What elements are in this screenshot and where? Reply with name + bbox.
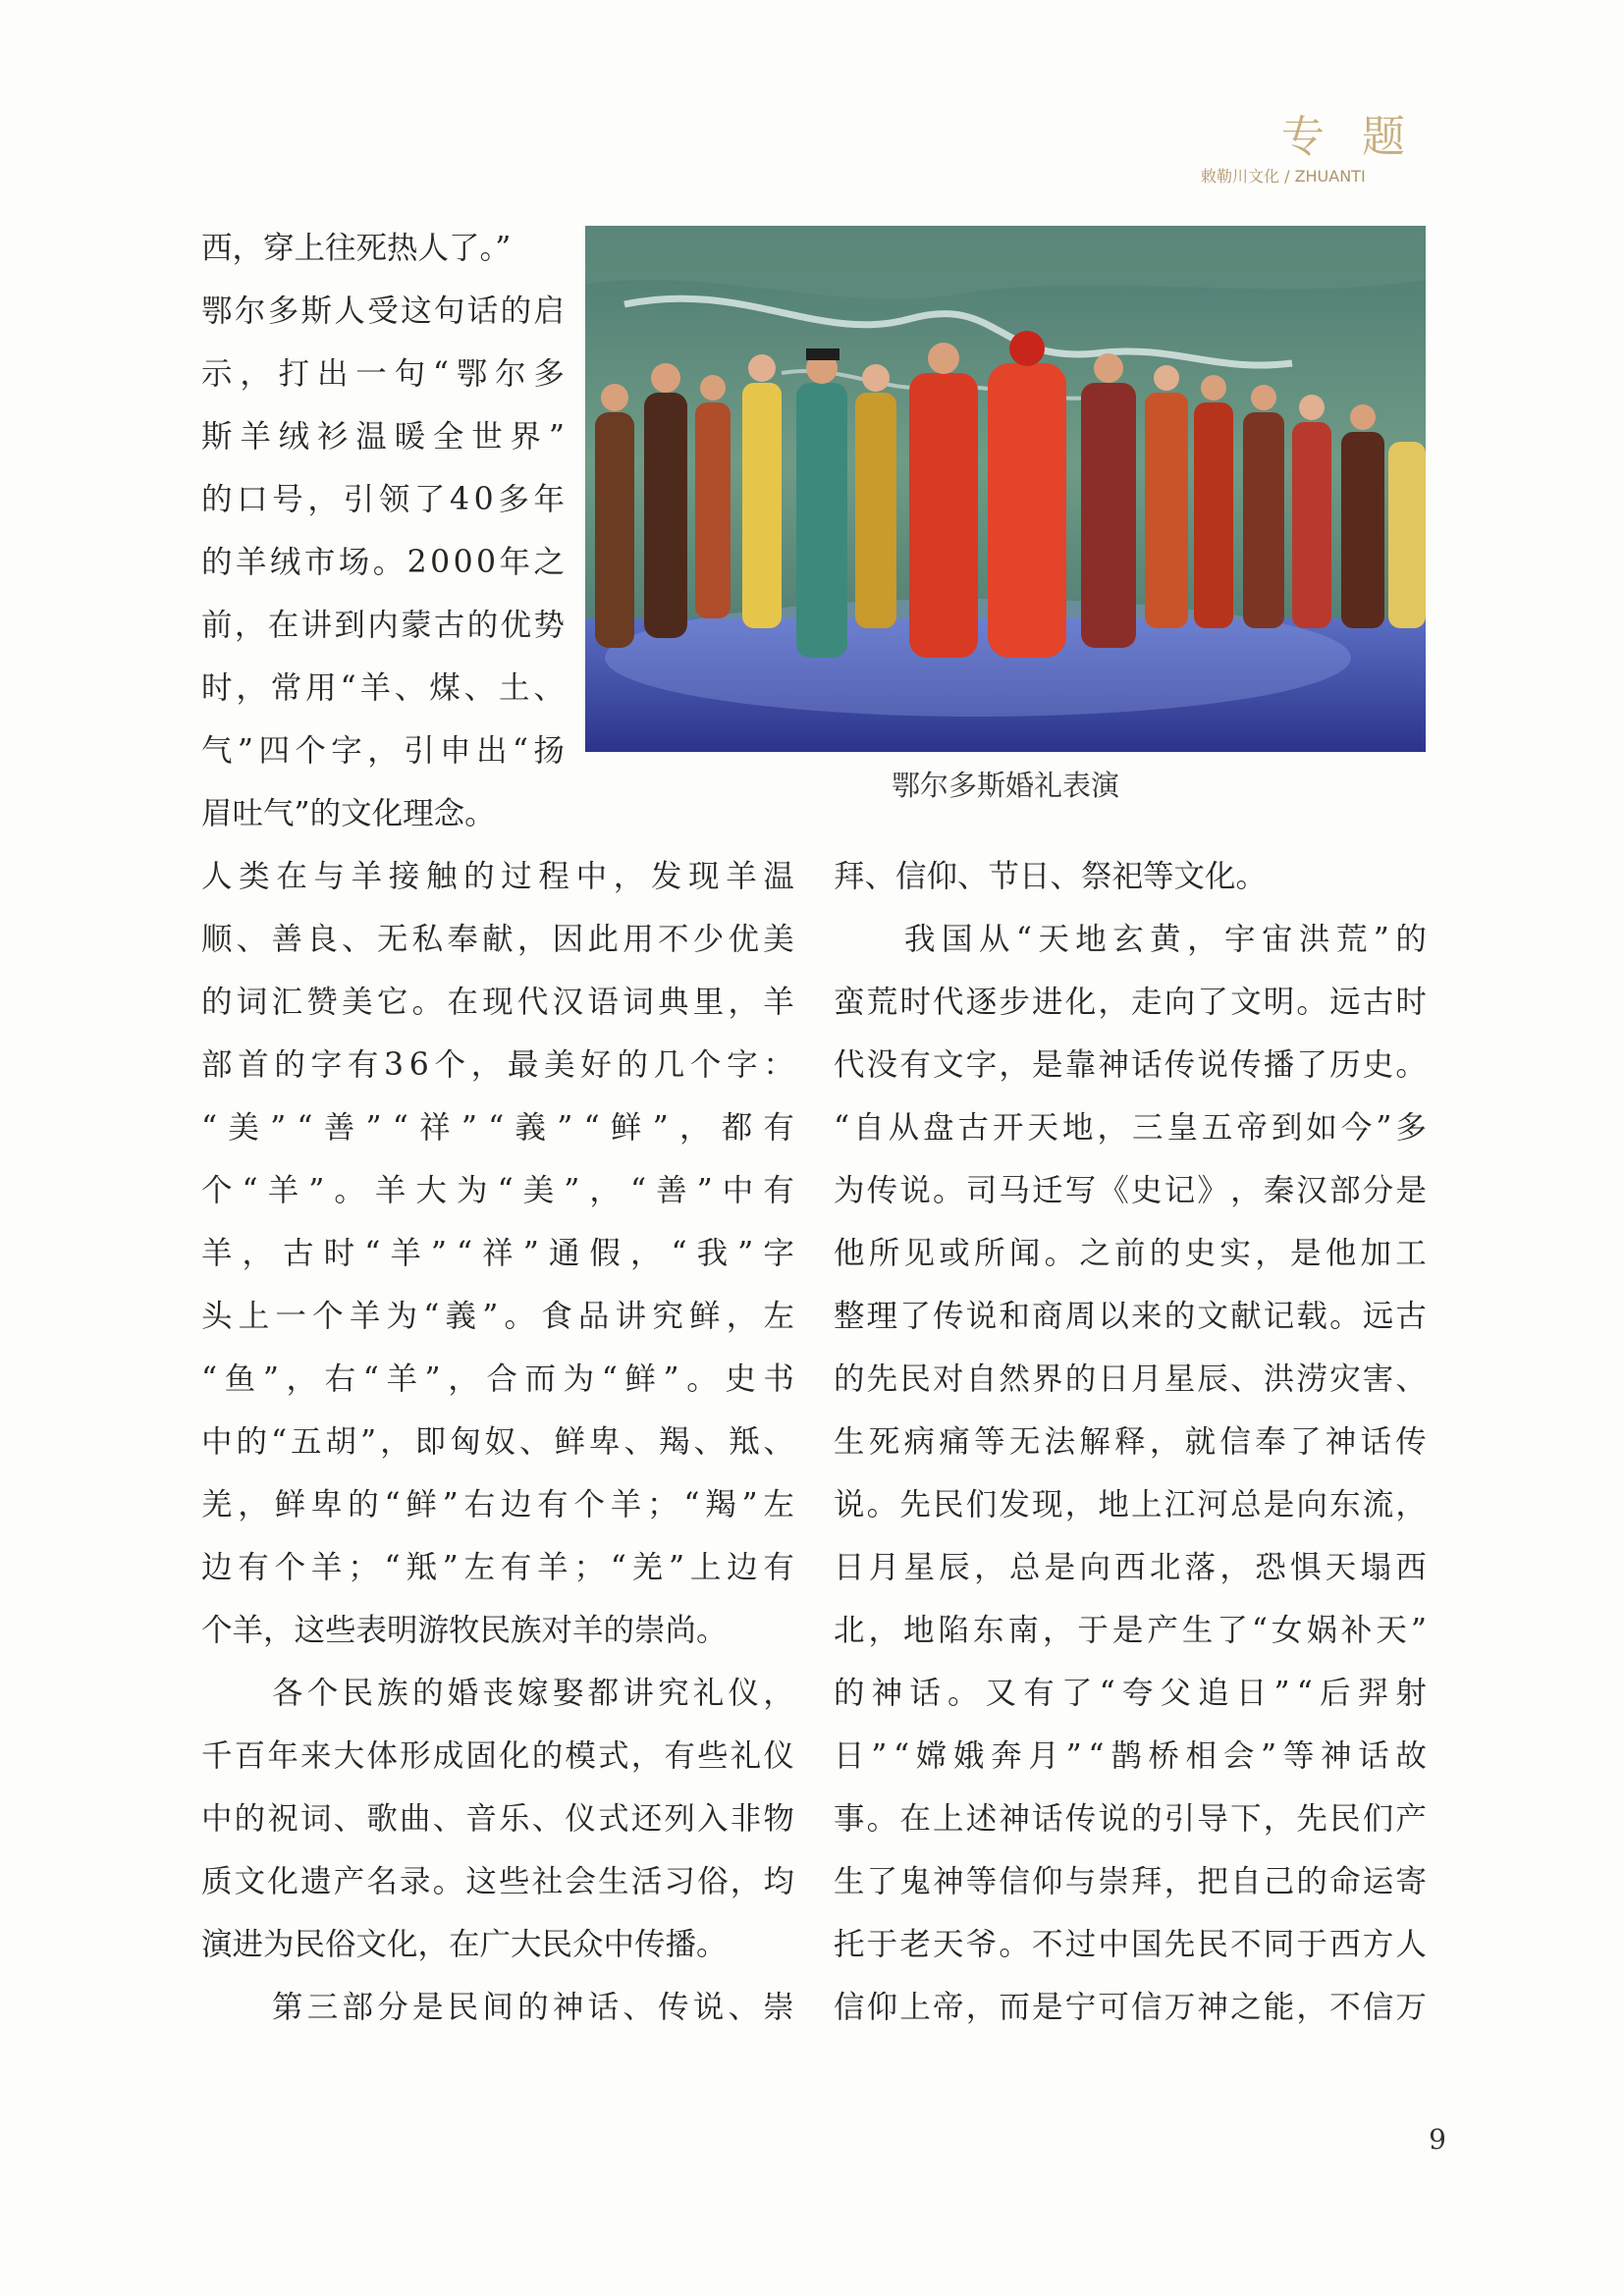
text-line: 的 羊 绒 市 场 。 2 0 0 0 年 之 xyxy=(201,545,565,580)
paragraph-start-line: 第 三 部 分 是 民 间 的 神 话 、 传 说 、 崇 xyxy=(272,1990,794,2025)
text-line: 的 先 民 对 自 然 界 的 日 月 星 辰 、 洪 涝 灾 害 、 xyxy=(834,1362,1427,1397)
text-line: “ 鱼 ” ， 右 “ 羊 ” ， 合 而 为 “ 鲜 ” 。 史 书 xyxy=(201,1362,794,1397)
text-line: “ 自 从 盘 古 开 天 地 ， 三 皇 五 帝 到 如 今 ” 多 xyxy=(834,1110,1427,1146)
text-line: 蛮 荒 时 代 逐 步 进 化 ， 走 向 了 文 明 。 远 古 时 xyxy=(834,985,1427,1020)
text-line: 说 。 先 民 们 发 现 ， 地 上 江 河 总 是 向 东 流 ， xyxy=(834,1487,1427,1522)
text-line: 人 类 在 与 羊 接 触 的 过 程 中 ， 发 现 羊 温 xyxy=(201,859,794,894)
text-line: 信 仰 上 帝 ， 而 是 宁 可 信 万 神 之 能 ， 不 信 万 xyxy=(834,1990,1427,2025)
text-line: 个羊，这些表明游牧民族对羊的崇尚。 xyxy=(201,1613,728,1648)
text-line: 的 词 汇 赞 美 它 。 在 现 代 汉 语 词 典 里 ， 羊 xyxy=(201,985,794,1020)
text-line: 拜、信仰、节日、祭祀等文化。 xyxy=(834,859,1268,894)
text-line: 生 死 病 痛 等 无 法 解 释 ， 就 信 奉 了 神 话 传 xyxy=(834,1424,1427,1460)
text-line: 边 有 个 羊 ； “ 羝 ” 左 有 羊 ； “ 羌 ” 上 边 有 xyxy=(201,1550,794,1585)
text-line: 的 神 话 。 又 有 了 “ 夸 父 追 日 ” “ 后 羿 射 xyxy=(834,1676,1427,1711)
section-title xyxy=(1281,110,1405,165)
section-title-char: 题 xyxy=(1362,112,1405,162)
text-line: 示 ， 打 出 一 句 “ 鄂 尔 多 xyxy=(201,356,565,392)
text-line: 羊 ， 古 时 “ 羊 ” “ 祥 ” 通 假 ， “ 我 ” 字 xyxy=(201,1236,794,1271)
text-line: 事 。 在 上 述 神 话 传 说 的 引 导 下 ， 先 民 们 产 xyxy=(834,1801,1427,1837)
paragraph-start-line: 我 国 从 “ 天 地 玄 黄 ， 宇 宙 洪 荒 ” 的 xyxy=(904,922,1427,957)
text-line: 演进为民俗文化，在广大民众中传播。 xyxy=(201,1927,728,1962)
text-line: 个 “ 羊 ” 。 羊 大 为 “ 美 ” ， “ 善 ” 中 有 xyxy=(201,1173,794,1208)
section-title-char: 专 xyxy=(1281,112,1325,162)
text-line: 前 ， 在 讲 到 内 蒙 古 的 优 势 xyxy=(201,608,565,643)
text-line: 中 的 “ 五 胡 ” ， 即 匈 奴 、 鲜 卑 、 羯 、 羝 、 xyxy=(201,1424,794,1460)
paragraph-start-line: 各 个 民 族 的 婚 丧 嫁 娶 都 讲 究 礼 仪 ， xyxy=(272,1676,794,1711)
text-line: 中 的 祝 词 、 歌 曲 、 音 乐 、 仪 式 还 列 入 非 物 xyxy=(201,1801,794,1837)
text-line: 头 上 一 个 羊 为 “ 義 ” 。 食 品 讲 究 鲜 ， 左 xyxy=(201,1299,794,1334)
text-line: 气 ” 四 个 字 ， 引 申 出 “ 扬 xyxy=(201,733,565,769)
text-line: 顺 、 善 良 、 无 私 奉 献 ， 因 此 用 不 少 优 美 xyxy=(201,922,794,957)
text-line: 羌 ， 鲜 卑 的 “ 鲜 ” 右 边 有 个 羊 ； “ 羯 ” 左 xyxy=(201,1487,794,1522)
text-line: 北 ， 地 陷 东 南 ， 于 是 产 生 了 “ 女 娲 补 天 ” xyxy=(834,1613,1427,1648)
text-line: 质 文 化 遗 产 名 录 。 这 些 社 会 生 活 习 俗 ， 均 xyxy=(201,1864,794,1899)
wedding-performance-photo xyxy=(585,226,1426,752)
text-line: 的 口 号 ， 引 领 了 4 0 多 年 xyxy=(201,482,565,517)
text-line: 整 理 了 传 说 和 商 周 以 来 的 文 献 记 载 。 远 古 xyxy=(834,1299,1427,1334)
text-line: 部 首 的 字 有 3 6 个 ， 最 美 好 的 几 个 字 ： xyxy=(201,1047,794,1083)
text-line: 斯 羊 绒 衫 温 暖 全 世 界 ” xyxy=(201,419,565,454)
text-line: 生 了 鬼 神 等 信 仰 与 崇 拜 ， 把 自 己 的 命 运 寄 xyxy=(834,1864,1427,1899)
text-line: 他 所 见 或 所 闻 。 之 前 的 史 实 ， 是 他 加 工 xyxy=(834,1236,1427,1271)
text-line: “ 美 ” “ 善 ” “ 祥 ” “ 義 ” “ 鲜 ” ， 都 有 xyxy=(201,1110,794,1146)
text-line: 日 ” “ 嫦 娥 奔 月 ” “ 鹊 桥 相 会 ” 等 神 话 故 xyxy=(834,1738,1427,1774)
text-line: 千 百 年 来 大 体 形 成 固 化 的 模 式 ， 有 些 礼 仪 xyxy=(201,1738,794,1774)
text-line: 代 没 有 文 字 ， 是 靠 神 话 传 说 传 播 了 历 史 。 xyxy=(834,1047,1427,1083)
text-line: 托 于 老 天 爷 。 不 过 中 国 先 民 不 同 于 西 方 人 xyxy=(834,1927,1427,1962)
text-line: 眉吐气”的文化理念。 xyxy=(201,796,496,831)
section-subtitle: 敕勒川文化 / ZHUANTI xyxy=(1201,167,1366,186)
text-line: 时 ， 常 用 “ 羊 、 煤 、 土 、 xyxy=(201,670,565,706)
page-number: 9 xyxy=(1429,2123,1446,2156)
text-line: 日 月 星 辰 ， 总 是 向 西 北 落 ， 恐 惧 天 塌 西 xyxy=(834,1550,1427,1585)
photo-illustration xyxy=(585,226,1426,752)
text-line: 为 传 说 。 司 马 迁 写 《 史 记 》 ， 秦 汉 部 分 是 xyxy=(834,1173,1427,1208)
text-line: 鄂 尔 多 斯 人 受 这 句 话 的 启 xyxy=(201,294,565,329)
photo-caption: 鄂尔多斯婚礼表演 xyxy=(891,769,1119,802)
text-line: 西，穿上往死热人了。” xyxy=(201,231,512,266)
